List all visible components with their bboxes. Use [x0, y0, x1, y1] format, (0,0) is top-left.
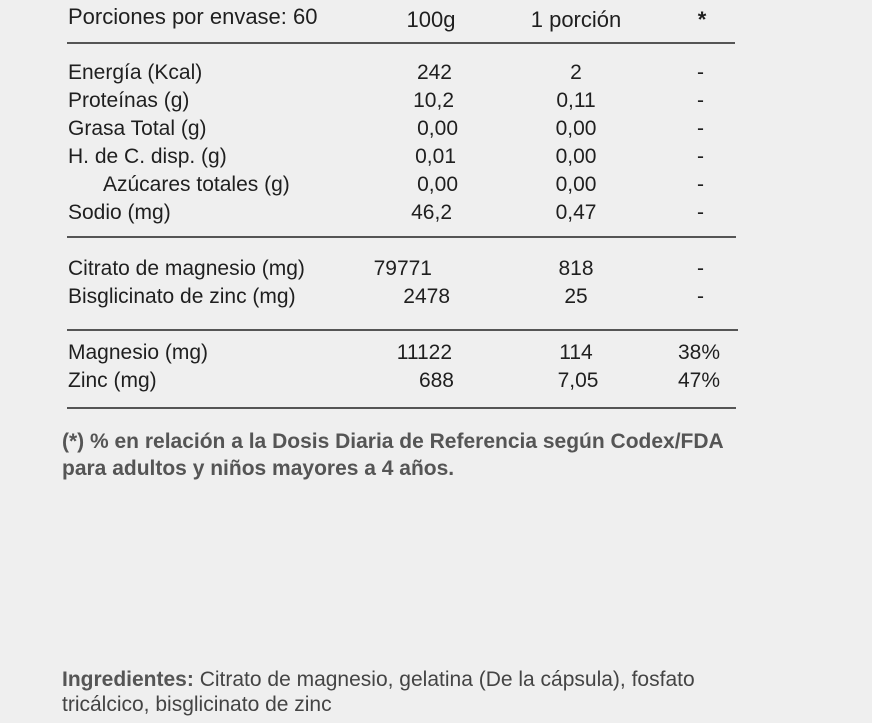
- row-label: Energía (Kcal): [68, 61, 203, 84]
- divider-group1: [67, 236, 736, 238]
- servings-per-container: Porciones por envase: 60: [68, 4, 318, 29]
- ingredients-line-1: [62, 666, 695, 693]
- row-value-dv: -: [697, 201, 704, 224]
- divider-group3: [67, 407, 736, 409]
- ingredients-label: Ingredientes:: [62, 668, 194, 691]
- row-value-100g: 2478: [403, 285, 450, 308]
- row-value-100g: 0,01: [415, 145, 456, 168]
- row-value-dv: -: [697, 89, 704, 112]
- row-value-dv: -: [697, 257, 704, 280]
- row-value-dv: 47%: [677, 369, 720, 392]
- column-header-100g: 100g: [406, 7, 456, 32]
- row-value-serving: 7,05: [557, 369, 599, 392]
- row-value-dv: -: [697, 117, 704, 140]
- row-value-dv: -: [697, 173, 704, 196]
- row-value-serving: 114: [559, 341, 593, 364]
- ingredients-text: Citrato de magnesio, gelatina (De la cápsula), fosfato: [199, 668, 695, 691]
- row-value-serving: 2: [570, 61, 582, 84]
- row-value-serving: 0,11: [556, 89, 596, 112]
- row-label: Sodio (mg): [68, 201, 171, 224]
- row-value-100g: 688: [418, 369, 454, 392]
- row-value-100g: 46,2: [411, 201, 452, 224]
- row-value-serving: 0,00: [555, 117, 597, 140]
- row-label-sub: Azúcares totales (g): [103, 173, 290, 196]
- row-value-dv: 38%: [677, 341, 720, 364]
- footnote-line-1: (*) % en relación a la Dosis Diaria de Referencia según Codex/FDA: [62, 430, 724, 453]
- row-label: Proteínas (g): [68, 89, 190, 112]
- row-label: Zinc (mg): [68, 369, 157, 392]
- ingredients-line-2: tricálcico, bisglicinato de zinc: [62, 693, 332, 716]
- divider-group2: [67, 329, 738, 331]
- row-value-serving: 0,00: [555, 173, 597, 196]
- row-value-serving: 0,47: [555, 201, 597, 224]
- row-value-dv: -: [697, 61, 704, 84]
- column-header-serving: 1 porción: [530, 7, 622, 32]
- row-label: Magnesio (mg): [68, 341, 209, 364]
- row-value-serving: 0,00: [555, 145, 597, 168]
- row-label: Grasa Total (g): [68, 117, 207, 140]
- row-value-dv: -: [697, 285, 704, 308]
- row-value-100g: 79771: [373, 257, 432, 280]
- footnote-line-2: para adultos y niños mayores a 4 años.: [62, 457, 455, 480]
- row-label: Citrato de magnesio (mg): [68, 257, 305, 280]
- divider-header: [67, 42, 735, 44]
- row-value-serving: 818: [558, 257, 594, 280]
- row-value-serving: 25: [564, 285, 588, 308]
- row-value-100g: 0,00: [417, 173, 458, 196]
- row-value-100g: 0,00: [417, 117, 458, 140]
- row-label: Bisglicinato de zinc (mg): [68, 285, 296, 308]
- row-value-100g: 10,2: [413, 89, 454, 112]
- column-header-dv-asterisk: *: [697, 7, 707, 32]
- row-value-dv: -: [697, 145, 704, 168]
- row-label: H. de C. disp. (g): [68, 145, 227, 168]
- row-value-100g: 11122: [396, 341, 452, 364]
- row-value-100g: 242: [416, 61, 452, 84]
